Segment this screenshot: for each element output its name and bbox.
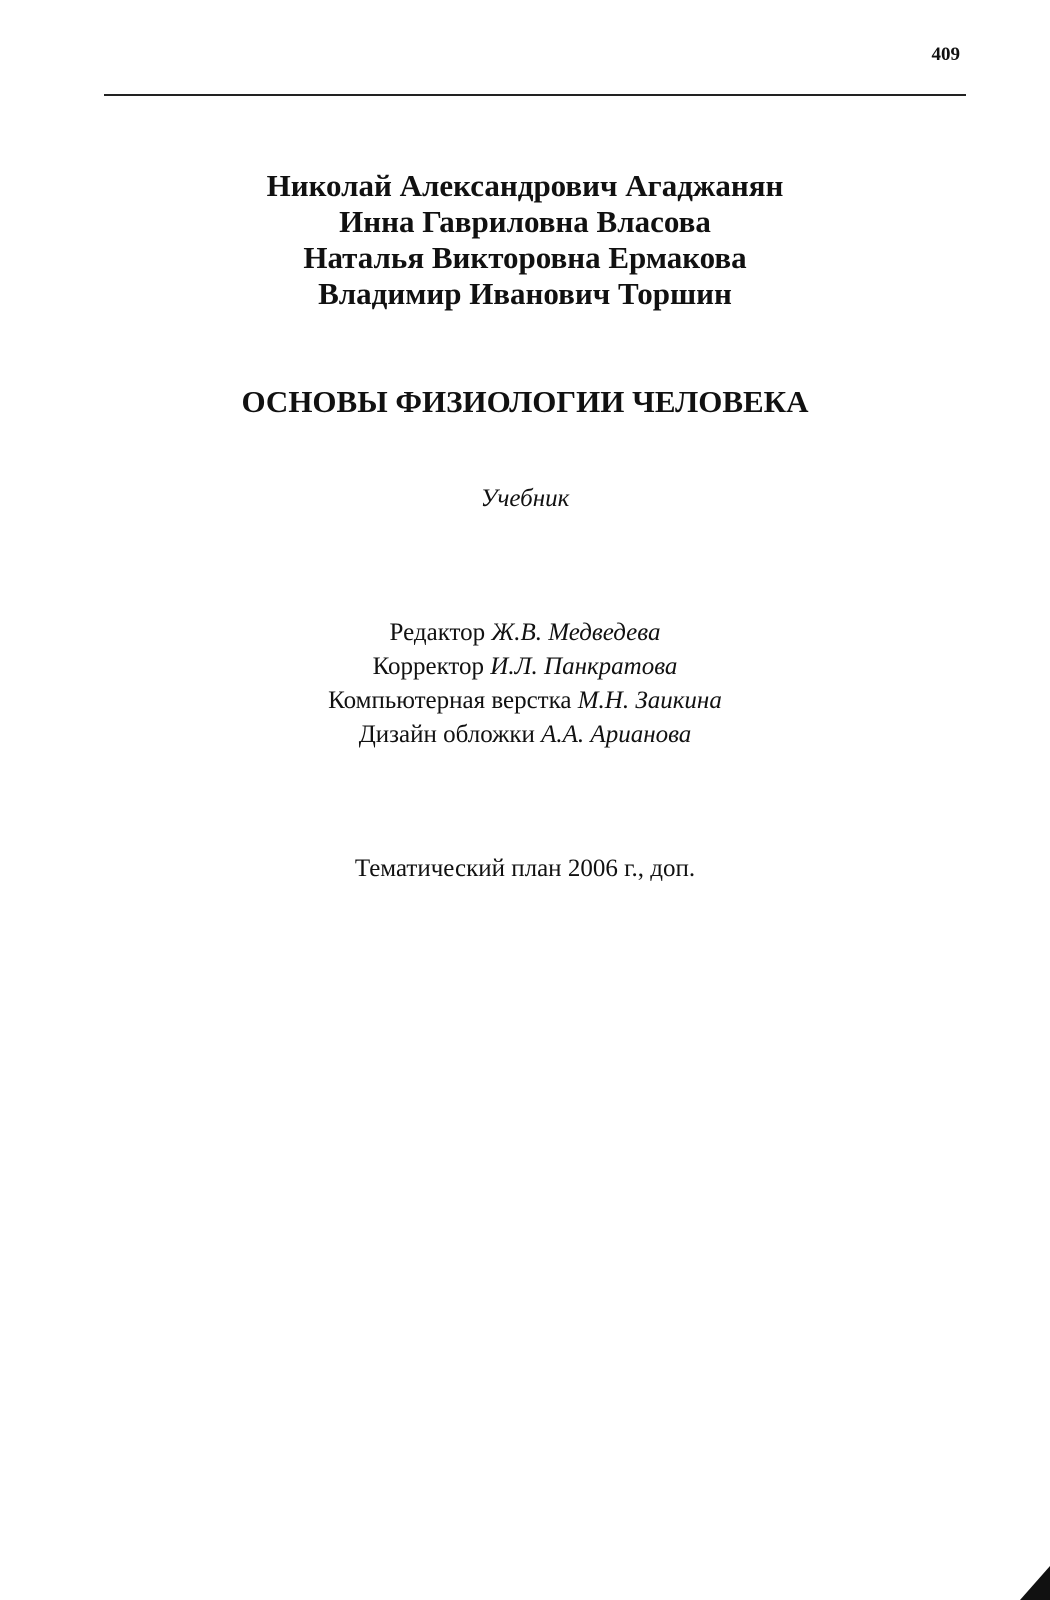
book-subtitle: Учебник (480, 485, 570, 512)
header-rule (104, 94, 966, 96)
book-title: ОСНОВЫ ФИЗИОЛОГИИ ЧЕЛОВЕКА (241, 384, 809, 419)
scan-artifact-mark (1010, 1556, 1050, 1600)
credit-editor (0, 616, 1050, 650)
credit-layout (0, 684, 1050, 718)
author-name: Инна Гавриловна Власова (339, 204, 711, 239)
author-list (0, 168, 1050, 312)
credit-cover-design (0, 718, 1050, 752)
author-name: Наталья Викторовна Ермакова (303, 240, 747, 275)
credit-person: А.А. Арианова (541, 721, 692, 748)
author-name: Николай Александрович Агаджанян (266, 168, 784, 203)
credit-role: Редактор (389, 619, 486, 646)
credit-person: Ж.В. Медведева (491, 619, 661, 646)
credit-role: Компьютерная верстка (328, 687, 572, 714)
credit-role: Корректор (372, 653, 485, 680)
credit-role: Дизайн обложки (358, 721, 535, 748)
author-name: Владимир Иванович Торшин (318, 276, 732, 311)
credits-block (0, 616, 1050, 752)
credit-person: М.Н. Заикина (577, 687, 722, 714)
credit-proofreader (0, 650, 1050, 684)
thematic-plan: Тематический план 2006 г., доп. (354, 855, 696, 882)
page-number: 409 (931, 44, 960, 65)
credit-person: И.Л. Панкратова (490, 653, 678, 680)
